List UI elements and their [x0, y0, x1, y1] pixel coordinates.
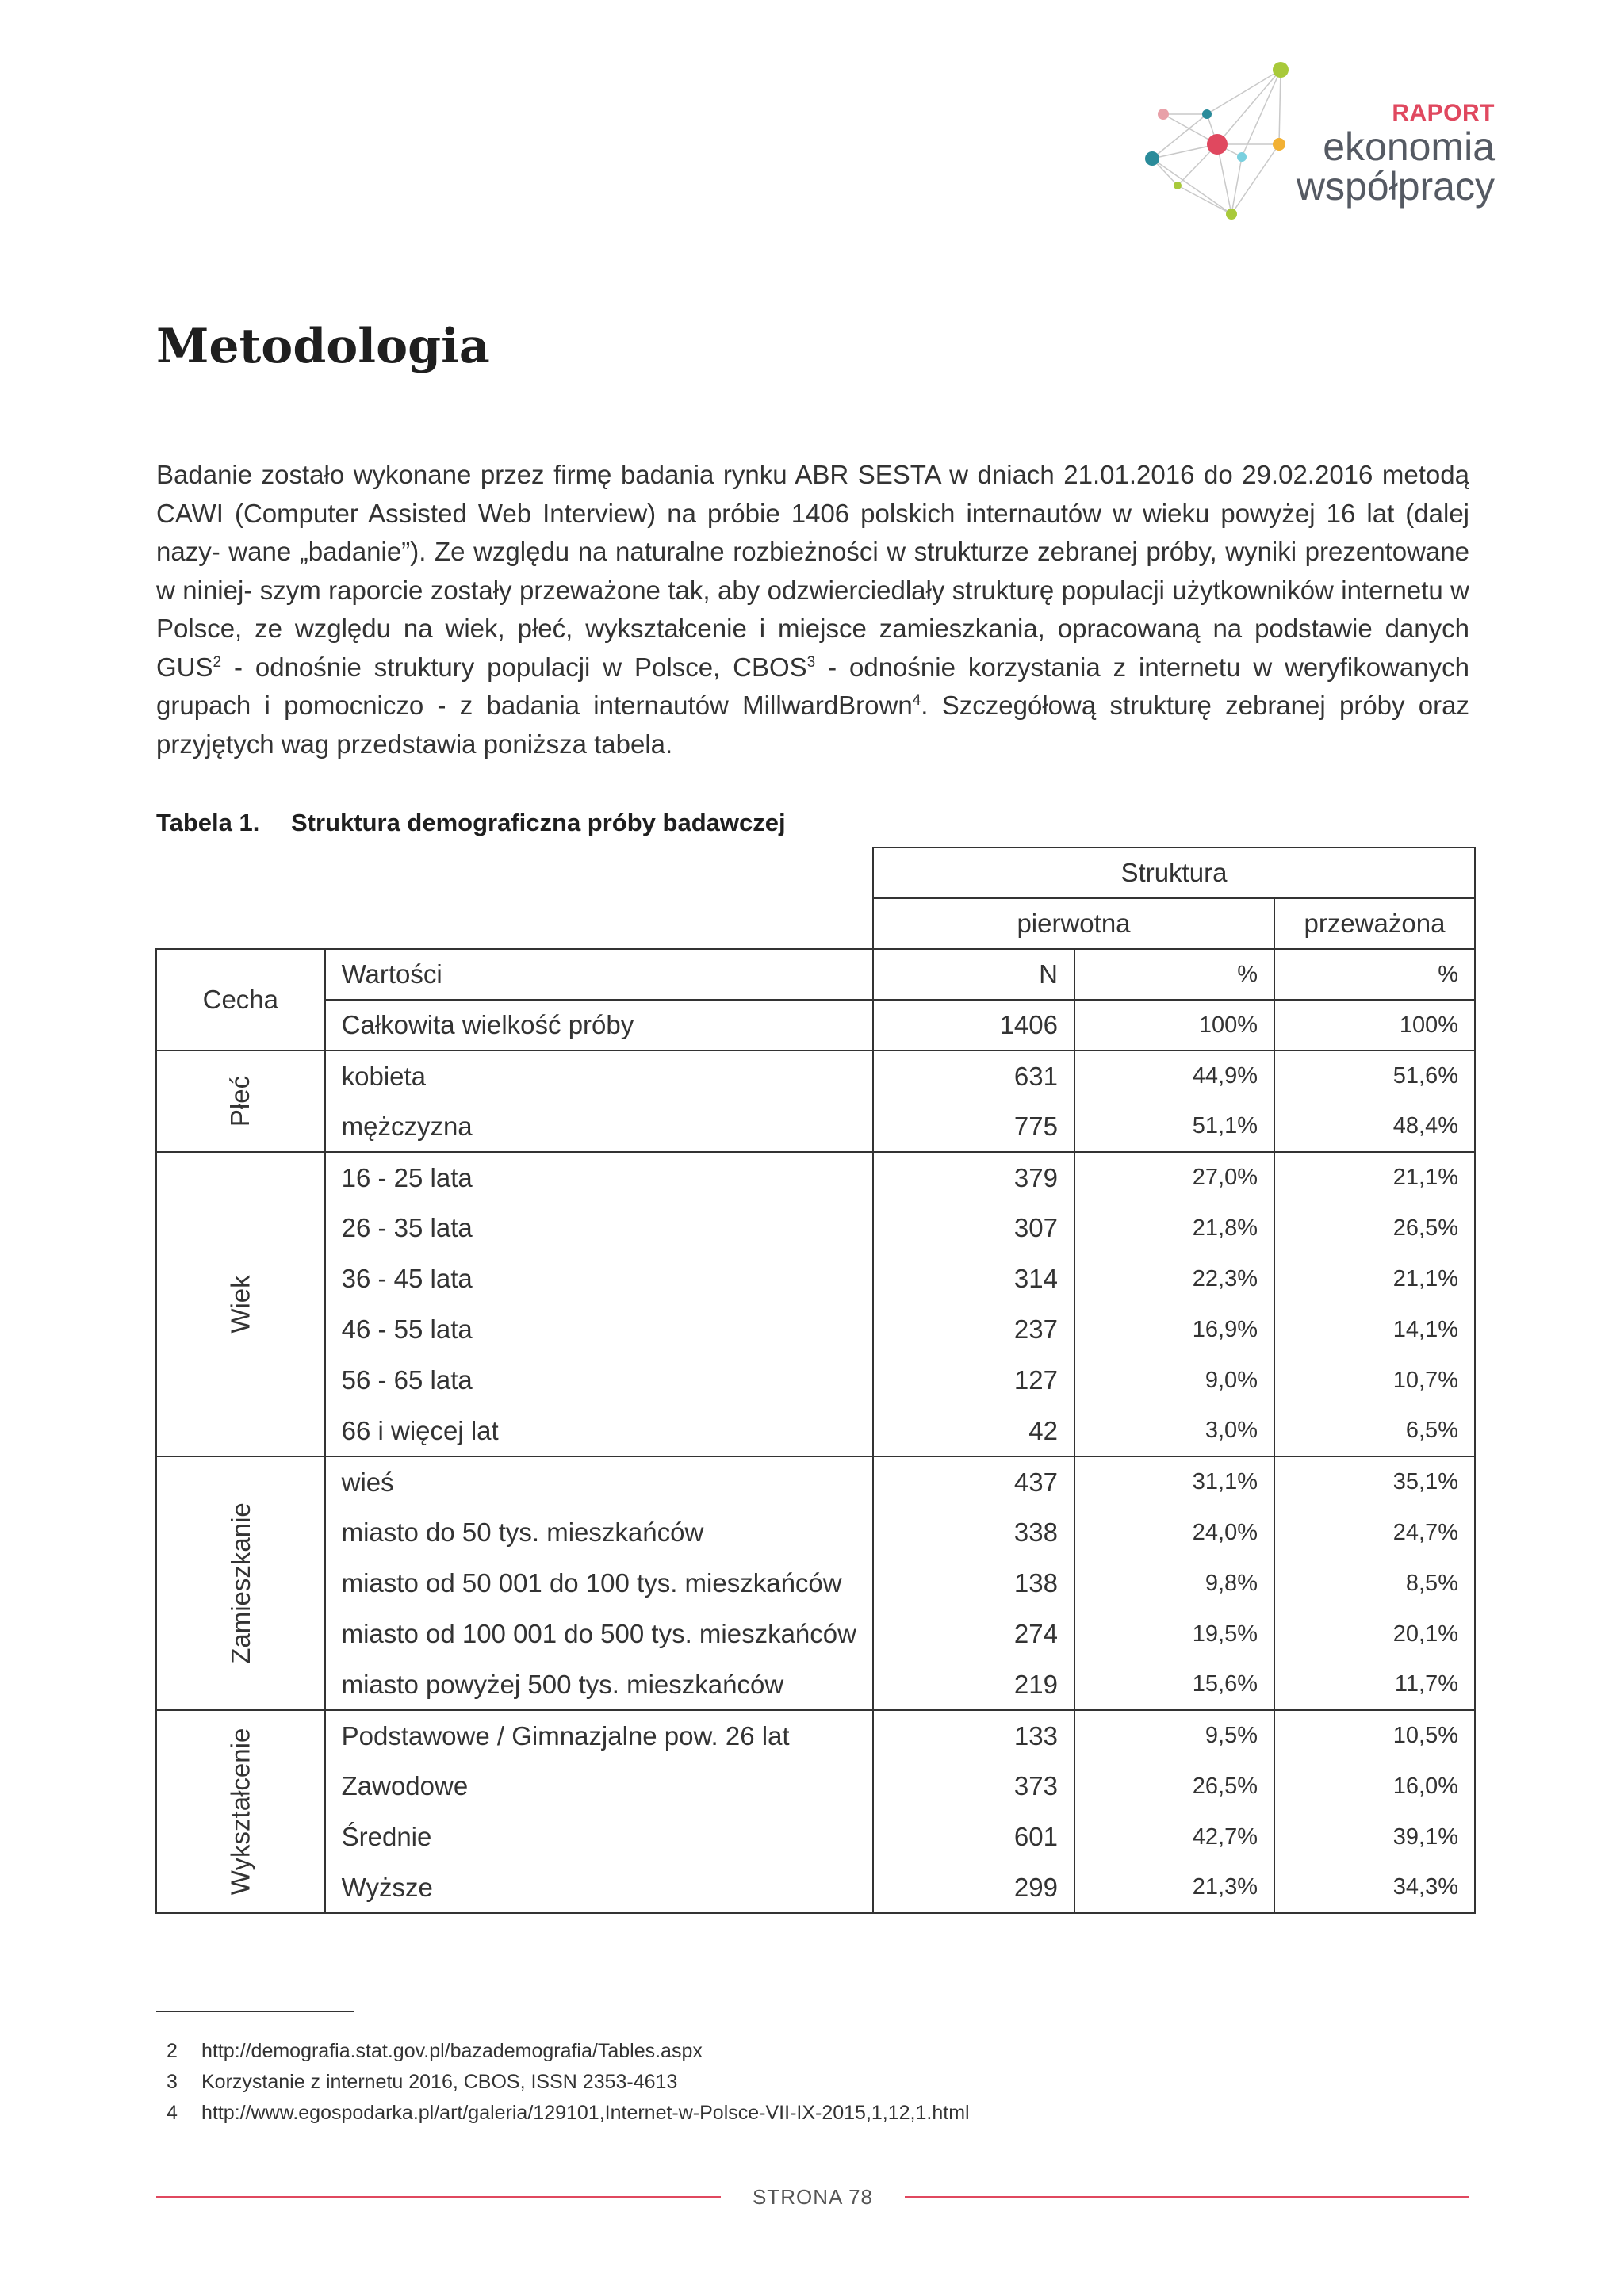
row-pct-primary: 42,7% — [1074, 1812, 1274, 1862]
row-label: miasto od 100 001 do 500 tys. mieszkańców — [325, 1609, 873, 1659]
demographic-table — [155, 847, 1476, 1914]
group-plec — [156, 1050, 325, 1152]
table-row — [156, 1304, 1475, 1355]
row-pct-weighted: 8,5% — [1274, 1558, 1475, 1609]
row-pct-weighted: 35,1% — [1274, 1456, 1475, 1507]
logo-line-2: współpracy — [1296, 164, 1495, 209]
row-pct-weighted: 34,3% — [1274, 1862, 1475, 1913]
row-pct-weighted: 21,1% — [1274, 1152, 1475, 1203]
header-struktura: Struktura — [873, 848, 1475, 898]
footnote-ref-4: 4 — [912, 692, 921, 709]
row-pct-primary: 51,1% — [1074, 1101, 1274, 1152]
row-n: 138 — [873, 1558, 1074, 1609]
footnote-text: http://demografia.stat.gov.pl/bazademografia/Tables.aspx — [201, 2040, 703, 2062]
row-label: 66 i więcej lat — [325, 1406, 873, 1456]
row-pct-primary: 16,9% — [1074, 1304, 1274, 1355]
total-pct-weighted: 100% — [1274, 1000, 1475, 1050]
row-pct-weighted: 10,7% — [1274, 1355, 1475, 1406]
footnote-ref-2: 2 — [213, 653, 222, 671]
row-label: 36 - 45 lata — [325, 1253, 873, 1304]
row-label: miasto powyżej 500 tys. mieszkańców — [325, 1659, 873, 1710]
total-label: Całkowita wielkość próby — [325, 1000, 873, 1050]
row-label: 26 - 35 lata — [325, 1203, 873, 1253]
table-row — [156, 1761, 1475, 1812]
row-pct-primary: 26,5% — [1074, 1761, 1274, 1812]
row-n: 775 — [873, 1101, 1074, 1152]
row-pct-weighted: 24,7% — [1274, 1507, 1475, 1558]
header-pct-primary: % — [1074, 949, 1274, 1000]
table-caption-number: Tabela 1. — [156, 809, 260, 836]
table-row — [156, 1558, 1475, 1609]
row-n: 437 — [873, 1456, 1074, 1507]
methodology-paragraph — [156, 456, 1469, 763]
table-row — [156, 1507, 1475, 1558]
node-lime-top — [1273, 62, 1289, 78]
header-przewazona: przeważona — [1274, 898, 1475, 949]
row-pct-weighted: 16,0% — [1274, 1761, 1475, 1812]
row-n: 373 — [873, 1761, 1074, 1812]
row-n: 631 — [873, 1050, 1074, 1101]
table-row — [156, 1406, 1475, 1456]
row-label: kobieta — [325, 1050, 873, 1101]
logo-text — [1266, 100, 1495, 209]
paragraph-part-2: - odnośnie struktury populacji w Polsce, CBOS — [221, 652, 807, 682]
node-lightblue — [1237, 152, 1247, 162]
row-n: 42 — [873, 1406, 1074, 1456]
footnotes — [167, 2036, 970, 2129]
node-pink — [1158, 109, 1169, 120]
row-pct-primary: 21,8% — [1074, 1203, 1274, 1253]
row-n: 274 — [873, 1609, 1074, 1659]
row-n: 379 — [873, 1152, 1074, 1203]
table-row — [156, 1152, 1475, 1203]
row-label: mężczyzna — [325, 1101, 873, 1152]
row-pct-weighted: 39,1% — [1274, 1812, 1475, 1862]
footnote-text: http://www.egospodarka.pl/art/galeria/129101,Internet-w-Polsce-VII-IX-2015,1,12,1.html — [201, 2102, 970, 2124]
page-footer — [156, 2185, 1469, 2209]
row-n: 237 — [873, 1304, 1074, 1355]
logo-raport: RAPORT — [1392, 100, 1495, 126]
group-label: Wiek — [225, 1275, 255, 1334]
row-label: 46 - 55 lata — [325, 1304, 873, 1355]
table-row — [156, 1101, 1475, 1152]
report-logo — [1130, 55, 1495, 238]
row-pct-weighted: 6,5% — [1274, 1406, 1475, 1456]
table-row — [156, 1203, 1475, 1253]
row-pct-weighted: 48,4% — [1274, 1101, 1475, 1152]
row-pct-primary: 21,3% — [1074, 1862, 1274, 1913]
group-label: Zamieszkanie — [225, 1502, 255, 1664]
group-label: Płeć — [225, 1075, 255, 1127]
row-label: 16 - 25 lata — [325, 1152, 873, 1203]
row-pct-primary: 31,1% — [1074, 1456, 1274, 1507]
table-row — [156, 1812, 1475, 1862]
paragraph-part-4: . Szczegółową strukturę zebranej próby oraz przyjętych wag przedstawia poniższa tabela. — [156, 691, 1469, 759]
footnote — [167, 2067, 970, 2098]
footnote — [167, 2036, 970, 2067]
row-pct-weighted: 21,1% — [1274, 1253, 1475, 1304]
row-n: 127 — [873, 1355, 1074, 1406]
row-n: 601 — [873, 1812, 1074, 1862]
row-n: 299 — [873, 1862, 1074, 1913]
row-n: 314 — [873, 1253, 1074, 1304]
page-title: Metodologia — [156, 319, 490, 374]
row-pct-weighted: 26,5% — [1274, 1203, 1475, 1253]
row-pct-primary: 27,0% — [1074, 1152, 1274, 1203]
table-row — [156, 1253, 1475, 1304]
row-pct-weighted: 51,6% — [1274, 1050, 1475, 1101]
total-n: 1406 — [873, 1000, 1074, 1050]
row-pct-weighted: 14,1% — [1274, 1304, 1475, 1355]
footnote-ref-3: 3 — [806, 653, 816, 671]
table-row — [156, 1609, 1475, 1659]
row-pct-primary: 3,0% — [1074, 1406, 1274, 1456]
node-lime-small — [1174, 182, 1182, 189]
row-label: Zawodowe — [325, 1761, 873, 1812]
row-n: 338 — [873, 1507, 1074, 1558]
footnote-divider — [156, 2011, 354, 2012]
footnote-number: 4 — [167, 2102, 178, 2124]
row-pct-primary: 15,6% — [1074, 1659, 1274, 1710]
row-label: miasto do 50 tys. mieszkańców — [325, 1507, 873, 1558]
row-label: Wyższe — [325, 1862, 873, 1913]
page-number: STRONA 78 — [752, 2185, 874, 2209]
row-pct-primary: 22,3% — [1074, 1253, 1274, 1304]
header-pct-weighted: % — [1274, 949, 1475, 1000]
footnote-number: 3 — [167, 2071, 178, 2093]
logo-line-1: ekonomia — [1323, 124, 1495, 169]
row-pct-primary: 9,5% — [1074, 1710, 1274, 1761]
node-teal — [1145, 151, 1159, 166]
row-label: Podstawowe / Gimnazjalne pow. 26 lat — [325, 1710, 873, 1761]
node-lime-bottom — [1226, 209, 1237, 220]
row-pct-primary: 19,5% — [1074, 1609, 1274, 1659]
row-pct-weighted: 10,5% — [1274, 1710, 1475, 1761]
footnote — [167, 2098, 970, 2129]
row-pct-primary: 9,8% — [1074, 1558, 1274, 1609]
row-label: 56 - 65 lata — [325, 1355, 873, 1406]
row-n: 307 — [873, 1203, 1074, 1253]
total-pct-primary: 100% — [1074, 1000, 1274, 1050]
row-pct-weighted: 20,1% — [1274, 1609, 1475, 1659]
row-label: Średnie — [325, 1812, 873, 1862]
header-cecha: Cecha — [156, 949, 325, 1050]
table-row — [156, 1710, 1475, 1761]
table-caption — [156, 809, 786, 837]
row-pct-weighted: 11,7% — [1274, 1659, 1475, 1710]
table-caption-title: Struktura demograficzna próby badawczej — [291, 809, 786, 836]
group-zamieszkanie — [156, 1456, 325, 1710]
row-n: 219 — [873, 1659, 1074, 1710]
header-n: N — [873, 949, 1074, 1000]
table-row — [156, 1355, 1475, 1406]
row-pct-primary: 44,9% — [1074, 1050, 1274, 1101]
paragraph-part-1: Badanie zostało wykonane przez firmę badania rynku ABR SESTA w dniach 21.01.2016 do 29.02.2016 metodą CAWI (Computer Assisted Web Interview) na próbie 1406 polskich internautów w wieku powyżej 16 lat (dalej nazy- wane „badanie”). Ze względu na naturalne rozbieżności w strukturze zebranej próby, wyniki prezentowane w niniej- szym raporcie zostały przeważone tak, aby odzwierciedlały strukturę populacji użytkowników internetu w Polsce, ze względu na wiek, płeć, wykształcenie i miejsce zamieszkania, opracowaną na podstawie danych GUS — [156, 460, 1469, 682]
table-row — [156, 1862, 1475, 1913]
footnote-text: Korzystanie z internetu 2016, CBOS, ISSN 2353-4613 — [201, 2071, 678, 2093]
group-wiek — [156, 1152, 325, 1456]
node-red — [1207, 134, 1228, 155]
node-teal-small — [1202, 109, 1212, 119]
row-n: 133 — [873, 1710, 1074, 1761]
group-wyksztalcenie — [156, 1710, 325, 1913]
footnote-number: 2 — [167, 2040, 178, 2062]
header-pierwotna: pierwotna — [873, 898, 1274, 949]
header-wartosci: Wartości — [325, 949, 873, 1000]
row-label: miasto od 50 001 do 100 tys. mieszkańców — [325, 1558, 873, 1609]
paragraph-part-3: - odnośnie korzystania z internetu w weryfikowanych grupach i pomocniczo - z badania internautów MillwardBrown — [156, 652, 1469, 720]
table-row — [156, 1659, 1475, 1710]
row-label: wieś — [325, 1456, 873, 1507]
row-pct-primary: 24,0% — [1074, 1507, 1274, 1558]
table-row — [156, 1050, 1475, 1101]
row-pct-primary: 9,0% — [1074, 1355, 1274, 1406]
group-label: Wykształcenie — [225, 1728, 255, 1896]
table-row — [156, 1456, 1475, 1507]
